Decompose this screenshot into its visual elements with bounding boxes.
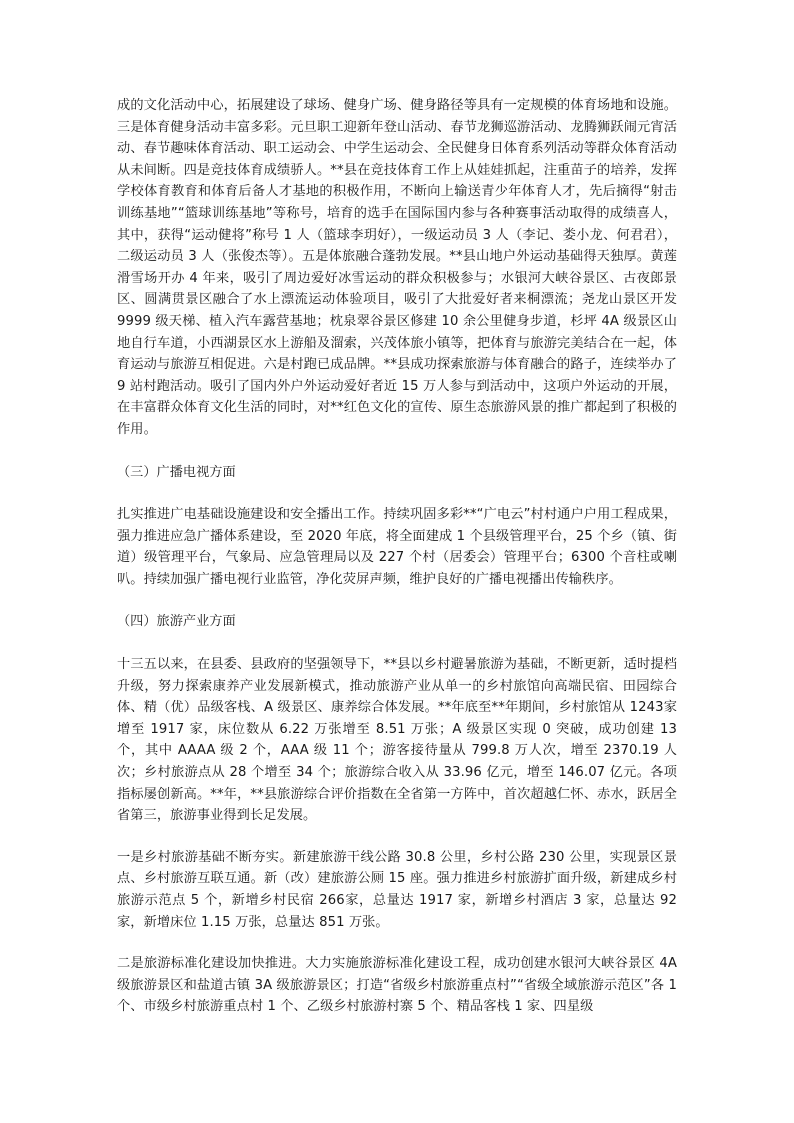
paragraph-sports: 成的文化活动中心，拓展建设了球场、健身广场、健身路径等具有一定规模的体育场地和设施。三是体育健身活动丰富多彩。元旦职工迎新年登山活动、春节龙狮巡游活动、龙腾狮跃闹元宵活动、春节趣味体育活动、职工运动会、中学生运动会、全民健身日体育系列活动等群众体育活动从未间断。四是竞技体育成绩骄人。**县在竞技体育工作上从娃娃抓起，注重苗子的培养，发挥学校体育教育和体育后备人才基地的积极作用，不断向上输送青少年体育人才，先后摘得“射击训练基地”“篮球训练基地”等称号，培育的选手在国际国内参与各种赛事活动取得的成绩喜人，其中，获得“运动健将”称号 1 人（篮球李玥好），一级运动员 3 人（李记、娄小龙、何君君），二级运动员 3 人（张俊杰等）。五是体旅融合蓬勃发展。**县山地户外运动基础得天独厚。黄莲滑雪场开办 4 年来，吸引了周边爱好冰雪运动的群众积极参与；水银河大峡谷景区、古夜郎景区、圆满贯景区融合了水上漂流运动体验项目，吸引了大批爱好者来桐漂流；尧龙山景区开发 9999 级天梯、植入汽车露营基地；枕泉翠谷景区修建 10 余公里健身步道，杉坪 4A 级景区山地自行车道，小西湖景区水上游船及溜索，兴茂体旅小镇等，把体育与旅游完美结合在一起，体育运动与旅游互相促进。六是村跑已成品牌。**县成功探索旅游与体育融合的路子，连续举办了 9 站村跑活动。吸引了国内外户外运动爱好者近 15 万人参与到活动中，这项户外运动的开展，在丰富群众体育文化生活的同时，对**红色文化的宣传、原生态旅游风景的推广都起到了积极的作用。 <box>117 98 677 437</box>
document-page <box>117 95 677 1018</box>
spacer <box>117 441 677 462</box>
spacer <box>117 483 677 504</box>
paragraph-tourism-standardization: 二是旅游标准化建设加快推进。大力实施旅游标准化建设工程，成功创建水银河大峡谷景区 4A 级旅游景区和盐道古镇 3A 级旅游景区；打造“省级乡村旅游重点村”“省级全域旅游示范区”各 1 个、市级乡村旅游重点村 1 个、乙级乡村旅游村寨 5 个、精品客栈 1 家、四星级 <box>117 956 677 1015</box>
paragraph-tourism-overview: 十三五以来，在县委、县政府的坚强领导下，**县以乡村避暑旅游为基础，不断更新，适时提档升级，努力探索康养产业发展新模式，推动旅游产业从单一的乡村旅馆向高端民宿、田园综合体、精（优）品级客栈、A 级景区、康养综合体发展。**年底至**年期间，乡村旅馆从 1243家增至 1917 家，床位数从 6.22 万张增至 8.51 万张；A 级景区实现 0 突破，成功创建 13 个，其中 AAAA 级 2 个，AAA 级 11 个；游客接待量从 799.8 万人次，增至 2370.19 人次；乡村旅游点从 28 个增至 34 个；旅游综合收入从 33.96 亿元，增至 146.07 亿元。各项指标屡创新高。**年，**县旅游综合评价指数在全省第一方阵中，首次超越仁怀、赤水，跃居全省第三，旅游事业得到长足发展。 <box>117 657 677 824</box>
paragraph-broadcast: 扎实推进广电基础设施建设和安全播出工作。持续巩固多彩**“广电云”村村通户户用工程成果，强力推进应急广播体系建设，至 2020 年底，将全面建成 1 个县级管理平台，25 个乡（镇、街道）级管理平台，气象局、应急管理局以及 227 个村（居委会）管理平台；6300 个音柱或喇叭。持续加强广播电视行业监管，净化荧屏声频，维护良好的广播电视播出传输秩序。 <box>117 507 677 587</box>
spacer <box>117 590 677 611</box>
spacer <box>117 933 677 953</box>
spacer <box>117 827 677 847</box>
spacer <box>117 633 677 654</box>
section-heading-broadcast: （三）广播电视方面 <box>117 464 236 480</box>
section-heading-tourism: （四）旅游产业方面 <box>117 614 236 630</box>
paragraph-tourism-infrastructure: 一是乡村旅游基础不断夯实。新建旅游干线公路 30.8 公里，乡村公路 230 公里，实现景区景点、乡村旅游互联互通。新（改）建旅游公厕 15 座。强力推进乡村旅游扩面升级，新建成乡村旅游示范点 5 个，新增乡村民宿 266家，总量达 1917 家，新增乡村酒店 3 家，总量达 92 家，新增床位 1.15 万张，总量达 851 万张。 <box>117 849 677 930</box>
